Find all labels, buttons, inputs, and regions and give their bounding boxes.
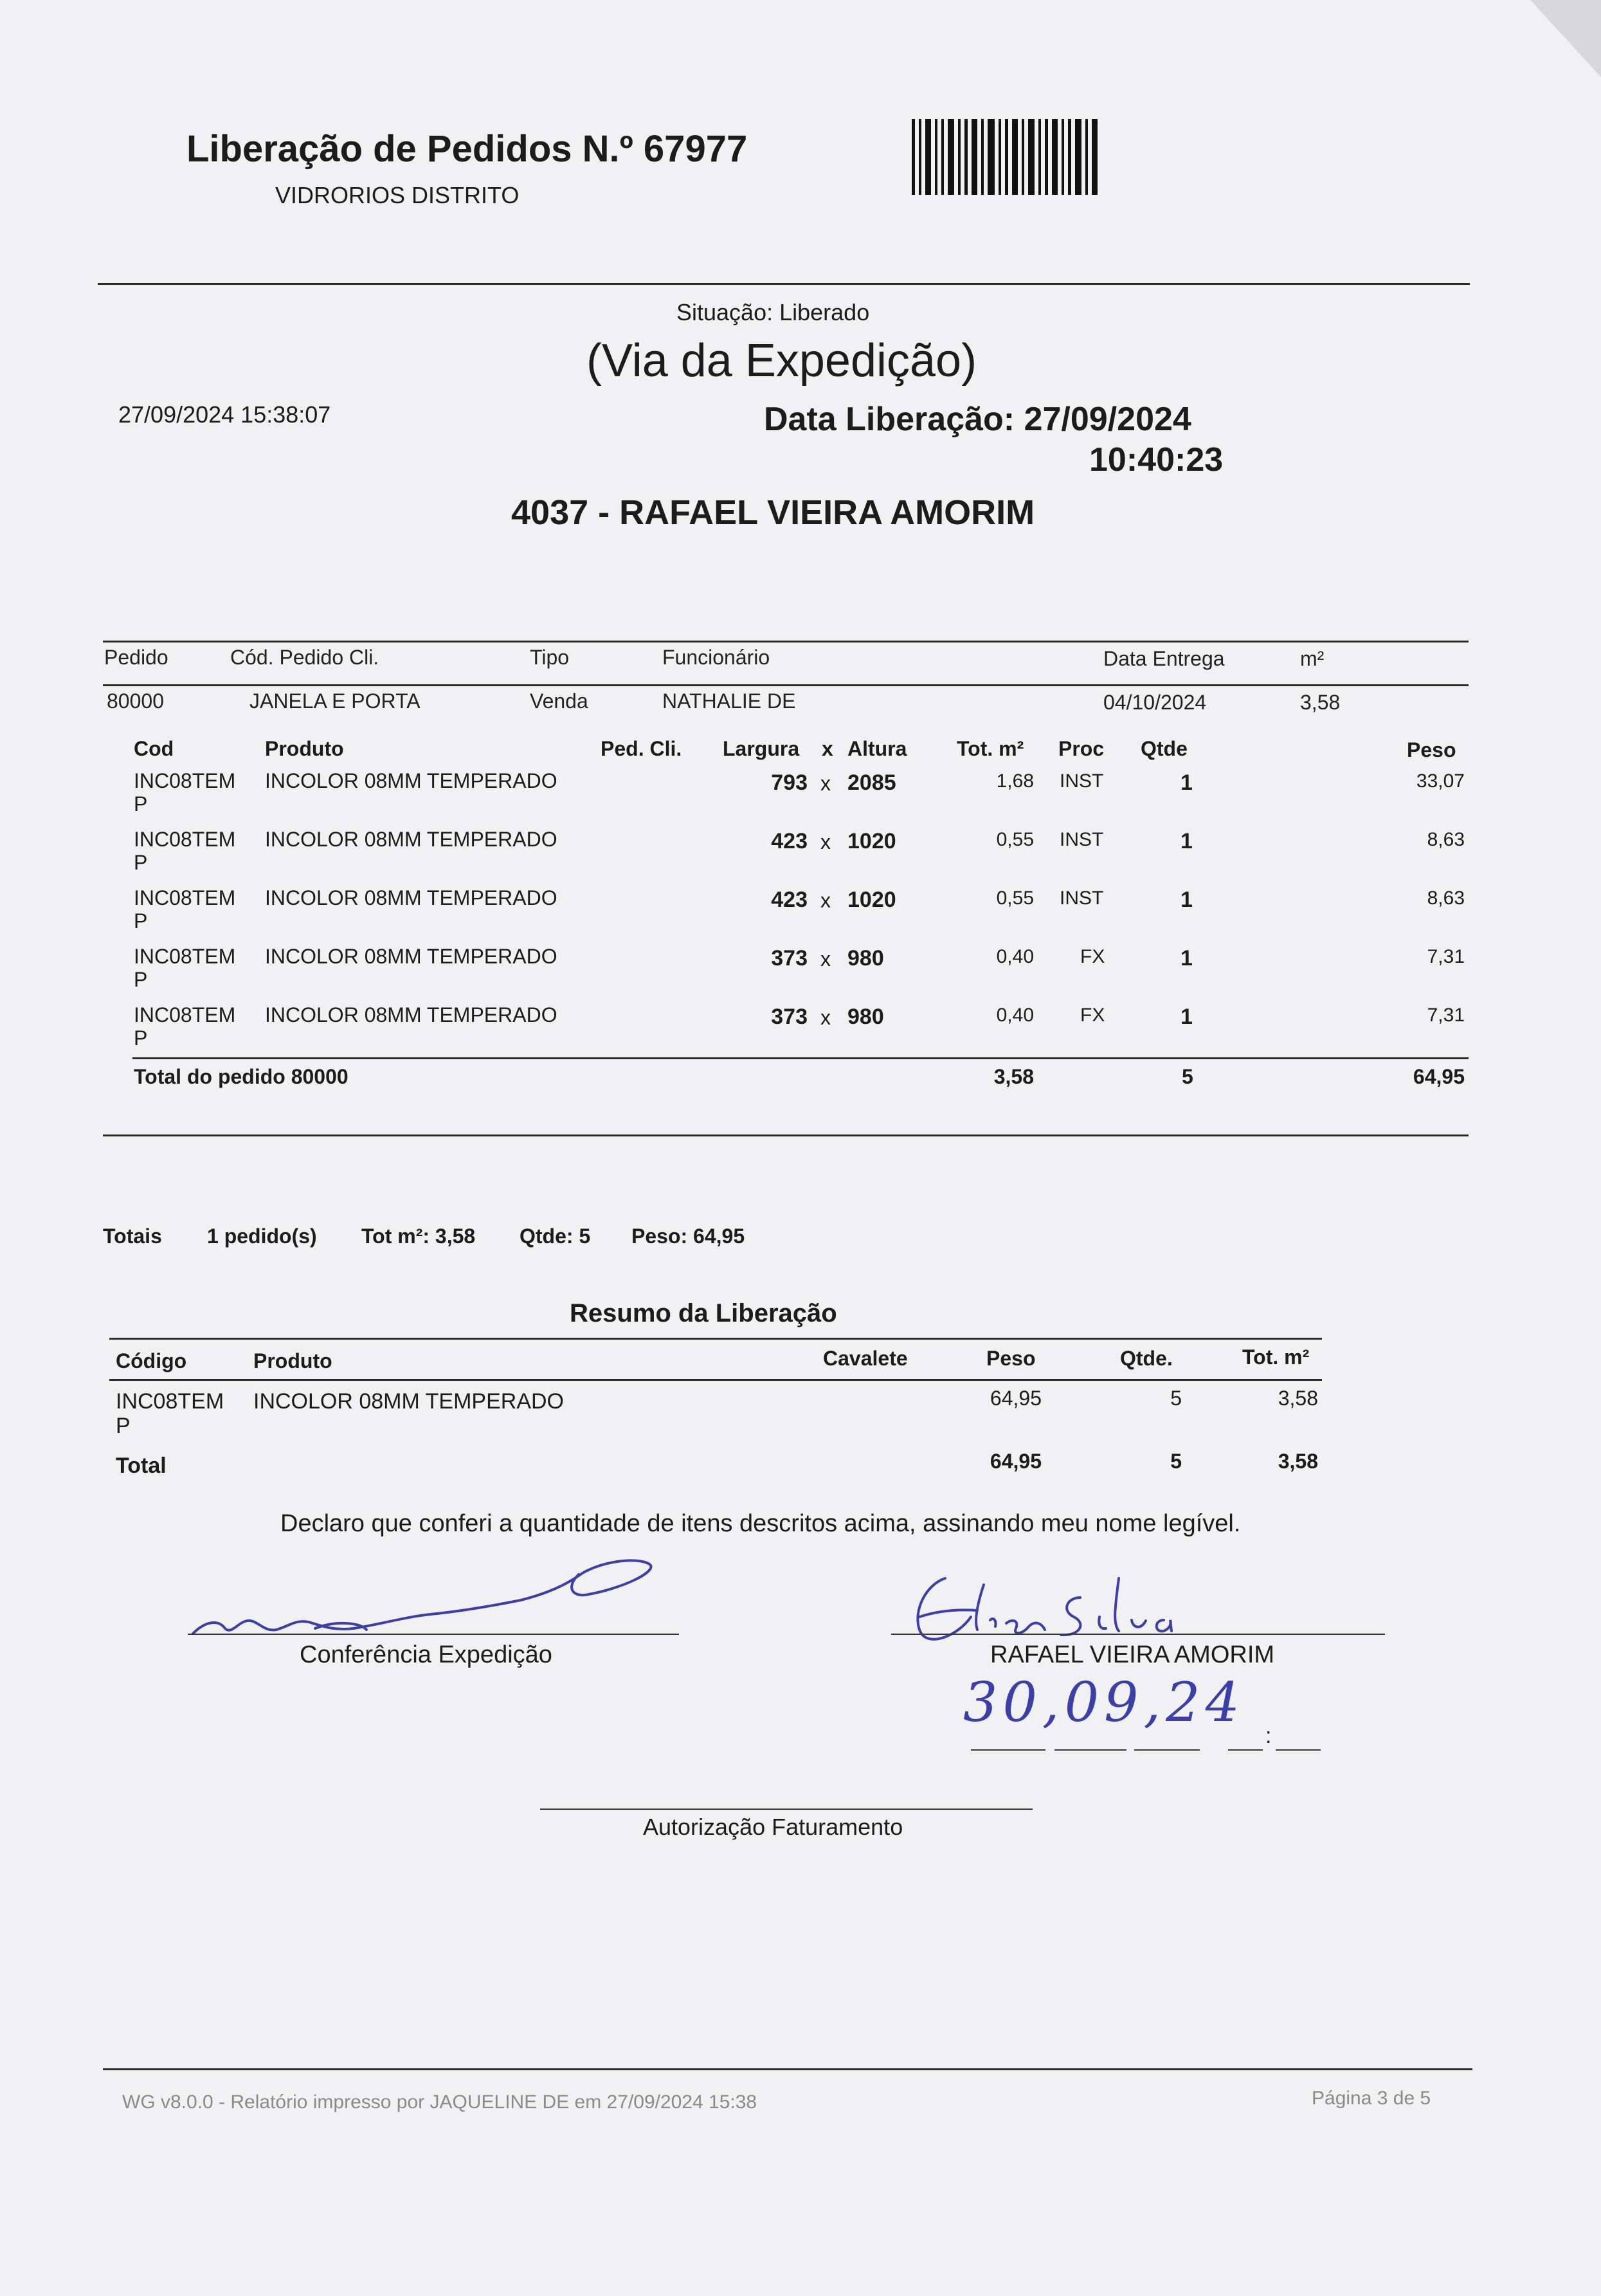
- item-tot-m2: 1,68: [996, 770, 1034, 792]
- resumo-total-qtde: 5: [1170, 1450, 1182, 1473]
- item-proc: FX: [1080, 1005, 1105, 1026]
- totais-peso: Peso: 64,95: [631, 1225, 745, 1248]
- item-proc: INST: [1060, 829, 1104, 850]
- resumo-row-qtde: 5: [1170, 1387, 1182, 1410]
- item-altura: 2085: [847, 770, 896, 795]
- item-peso: 8,63: [1427, 888, 1465, 909]
- time-line-hour: [1228, 1749, 1263, 1751]
- item-proc: INST: [1060, 770, 1104, 792]
- order-total-m2: 3,58: [993, 1065, 1034, 1088]
- items-col-ped-cli: Ped. Cli.: [601, 737, 682, 760]
- date-line-month: [1054, 1749, 1126, 1751]
- resumo-col-tot-m2: Tot. m²: [1242, 1345, 1310, 1369]
- item-qtde: 1: [1180, 888, 1193, 912]
- col-data-entrega: Data Entrega: [1103, 647, 1225, 670]
- items-col-x: x: [822, 737, 833, 760]
- totais-tot-m2: Tot m²: 3,58: [361, 1225, 476, 1248]
- items-col-proc: Proc: [1058, 737, 1105, 760]
- item-altura: 1020: [847, 888, 896, 912]
- totais-pedidos: 1 pedido(s): [207, 1225, 317, 1248]
- totais-qtde: Qtde: 5: [520, 1225, 591, 1248]
- situacao-text: Situação: Liberado: [676, 299, 870, 325]
- footer-print-info: WG v8.0.0 - Relatório impresso por JAQUELINE DE em 27/09/2024 15:38: [122, 2091, 757, 2113]
- date-line-day: [971, 1749, 1045, 1751]
- item-largura: 373: [771, 946, 808, 970]
- header-divider: [98, 283, 1470, 285]
- resumo-col-produto: Produto: [253, 1349, 332, 1372]
- item-qtde: 1: [1180, 946, 1193, 970]
- item-cod-suffix: P: [134, 909, 148, 933]
- funcionario-value: NATHALIE DE: [662, 689, 796, 713]
- col-pedido: Pedido: [104, 646, 168, 669]
- items-col-largura: Largura: [723, 737, 800, 760]
- client-name: 4037 - RAFAEL VIEIRA AMORIM: [511, 493, 1035, 532]
- item-produto: INCOLOR 08MM TEMPERADO: [265, 1003, 557, 1026]
- order-total-qtde: 5: [1182, 1065, 1193, 1088]
- item-x: x: [820, 772, 831, 795]
- m2-value: 3,58: [1300, 691, 1341, 714]
- item-largura: 793: [771, 770, 808, 795]
- item-cod-suffix: P: [134, 851, 148, 874]
- resumo-col-codigo: Código: [116, 1349, 187, 1372]
- items-col-peso: Peso: [1407, 738, 1456, 761]
- item-proc: INST: [1060, 888, 1104, 909]
- item-x: x: [820, 947, 831, 970]
- footer-page-number: Página 3 de 5: [1312, 2088, 1431, 2109]
- resumo-total-peso: 64,95: [990, 1450, 1042, 1473]
- signature-label-autorizacao: Autorização Faturamento: [643, 1814, 903, 1840]
- item-peso: 8,63: [1427, 829, 1465, 850]
- pedido-value: 80000: [107, 689, 164, 713]
- items-col-cod: Cod: [134, 737, 174, 760]
- signature-line-client: [891, 1634, 1385, 1635]
- item-cod-suffix: P: [134, 792, 148, 815]
- document-title: Liberação de Pedidos N.º 67977: [186, 128, 748, 170]
- item-cod: INC08TEM: [134, 828, 236, 851]
- cod-pedido-cli-value: JANELA E PORTA: [249, 689, 421, 713]
- resumo-total-tot-m2: 3,58: [1278, 1450, 1318, 1473]
- resumo-total-label: Total: [116, 1453, 167, 1478]
- item-qtde: 1: [1180, 829, 1193, 853]
- item-tot-m2: 0,55: [996, 888, 1034, 909]
- data-liberacao-time: 10:40:23: [1089, 441, 1224, 478]
- time-line-minute: [1276, 1749, 1321, 1751]
- item-peso: 7,31: [1427, 946, 1465, 967]
- order-total-label: Total do pedido 80000: [134, 1065, 348, 1088]
- item-x: x: [820, 1006, 831, 1029]
- print-datetime: 27/09/2024 15:38:07: [118, 401, 331, 428]
- item-produto: INCOLOR 08MM TEMPERADO: [265, 945, 557, 968]
- col-cod-pedido-cli: Cód. Pedido Cli.: [230, 646, 379, 669]
- resumo-title: Resumo da Liberação: [570, 1299, 837, 1327]
- declaration-text: Declaro que conferi a quantidade de itens descritos acima, assinando meu nome legível.: [280, 1510, 1241, 1537]
- items-col-qtde: Qtde: [1141, 737, 1188, 760]
- resumo-row-tot-m2: 3,58: [1278, 1387, 1318, 1410]
- handwritten-date: 30,09,24: [963, 1671, 1245, 1734]
- totais-label: Totais: [103, 1225, 162, 1248]
- item-cod-suffix: P: [134, 1026, 148, 1050]
- data-liberacao: Data Liberação: 27/09/2024: [764, 401, 1191, 438]
- resumo-row-codigo: INC08TEM: [116, 1389, 224, 1414]
- item-qtde: 1: [1180, 770, 1193, 795]
- resumo-row-peso: 64,95: [990, 1387, 1042, 1410]
- item-tot-m2: 0,55: [996, 829, 1034, 850]
- resumo-col-qtde: Qtde.: [1120, 1347, 1173, 1370]
- items-total-rule: [132, 1057, 1469, 1059]
- item-produto: INCOLOR 08MM TEMPERADO: [265, 769, 557, 792]
- resumo-top-rule: [109, 1338, 1322, 1340]
- item-largura: 423: [771, 829, 808, 853]
- order-end-rule: [103, 1134, 1469, 1136]
- item-produto: INCOLOR 08MM TEMPERADO: [265, 828, 557, 851]
- folded-corner: [1530, 0, 1601, 77]
- order-header-top-rule: [103, 641, 1469, 642]
- signature-line-expedicao: [188, 1634, 679, 1635]
- items-col-altura: Altura: [847, 737, 907, 760]
- resumo-col-cavalete: Cavalete: [823, 1347, 908, 1370]
- item-peso: 33,07: [1416, 770, 1465, 792]
- col-funcionario: Funcionário: [662, 646, 770, 669]
- item-cod-suffix: P: [134, 968, 148, 991]
- item-x: x: [820, 889, 831, 912]
- signature-label-client: RAFAEL VIEIRA AMORIM: [990, 1641, 1275, 1668]
- item-tot-m2: 0,40: [996, 946, 1034, 967]
- item-tot-m2: 0,40: [996, 1005, 1034, 1026]
- order-header-mid-rule: [103, 684, 1469, 686]
- col-m2: m²: [1300, 647, 1325, 670]
- tipo-value: Venda: [530, 689, 588, 713]
- signature-expedicao-icon: [186, 1550, 682, 1653]
- item-x: x: [820, 830, 831, 853]
- col-tipo: Tipo: [530, 646, 570, 669]
- item-proc: FX: [1080, 946, 1105, 967]
- company-name: VIDRORIOS DISTRITO: [275, 182, 520, 208]
- item-cod: INC08TEM: [134, 886, 236, 909]
- barcode-icon: [912, 119, 1156, 195]
- signature-label-expedicao: Conferência Expedição: [300, 1641, 552, 1668]
- item-cod: INC08TEM: [134, 1003, 236, 1026]
- item-altura: 1020: [847, 829, 896, 853]
- signature-line-autorizacao: [540, 1809, 1033, 1810]
- item-cod: INC08TEM: [134, 769, 236, 792]
- resumo-header-rule: [109, 1379, 1322, 1381]
- resumo-row-codigo-suffix: P: [116, 1414, 131, 1438]
- via-title: (Via da Expedição): [586, 335, 977, 387]
- item-largura: 373: [771, 1005, 808, 1029]
- items-col-tot-m2: Tot. m²: [957, 737, 1024, 760]
- resumo-col-peso: Peso: [986, 1347, 1036, 1370]
- order-total-peso: 64,95: [1413, 1065, 1465, 1088]
- item-qtde: 1: [1180, 1005, 1193, 1029]
- resumo-row-produto: INCOLOR 08MM TEMPERADO: [253, 1389, 565, 1414]
- item-largura: 423: [771, 888, 808, 912]
- items-col-produto: Produto: [265, 737, 344, 760]
- date-line-year: [1134, 1749, 1200, 1751]
- item-cod: INC08TEM: [134, 945, 236, 968]
- footer-rule: [103, 2068, 1472, 2070]
- item-peso: 7,31: [1427, 1005, 1465, 1026]
- data-entrega-value: 04/10/2024: [1103, 691, 1207, 714]
- time-separator: :: [1265, 1724, 1272, 1748]
- item-produto: INCOLOR 08MM TEMPERADO: [265, 886, 557, 909]
- item-altura: 980: [847, 946, 884, 970]
- item-altura: 980: [847, 1005, 884, 1029]
